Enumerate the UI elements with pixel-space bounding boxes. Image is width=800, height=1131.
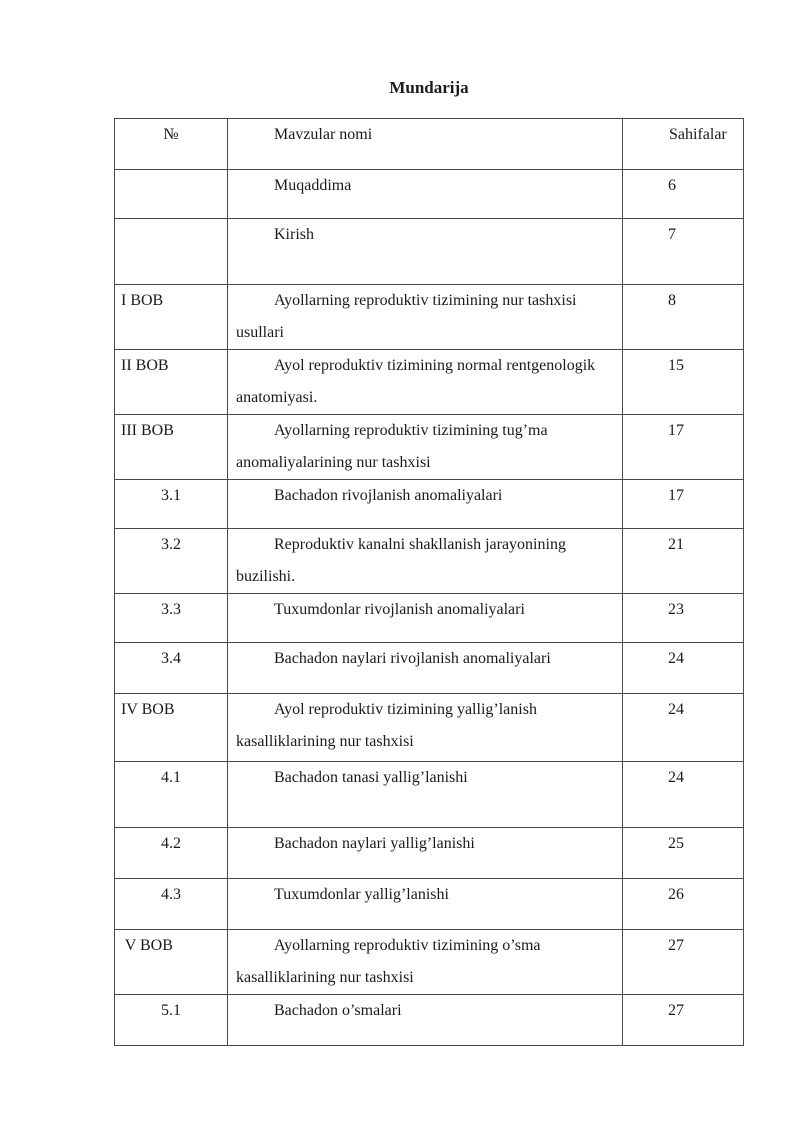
row-topic-text: Reproduktiv kanalni shakllanish jarayonining buzilishi. <box>236 536 566 585</box>
table-row <box>115 415 744 480</box>
row-page: 24 <box>623 762 744 828</box>
table-row <box>115 930 744 995</box>
row-topic <box>228 694 623 762</box>
row-topic <box>228 879 623 930</box>
row-number: 3.1 <box>115 480 228 529</box>
row-topic <box>228 170 623 219</box>
row-topic-text: Bachadon naylari rivojlanish anomaliyalari <box>274 650 551 667</box>
table-row <box>115 694 744 762</box>
row-topic <box>228 415 623 480</box>
row-page: 23 <box>623 594 744 643</box>
row-topic <box>228 930 623 995</box>
row-topic-text: Ayol reproduktiv tizimining yallig’lanish kasalliklarining nur tashxisi <box>236 701 537 750</box>
row-page: 25 <box>623 828 744 879</box>
row-number: 4.2 <box>115 828 228 879</box>
row-topic <box>228 762 623 828</box>
row-topic-text: Tuxumdonlar yallig’lanishi <box>274 886 449 903</box>
row-page: 27 <box>623 995 744 1046</box>
row-topic-text: Muqaddima <box>274 177 352 194</box>
row-number: 3.2 <box>115 529 228 594</box>
row-page: 17 <box>623 415 744 480</box>
row-page: 17 <box>623 480 744 529</box>
table-row <box>115 828 744 879</box>
table-row <box>115 170 744 219</box>
row-number: III BOB <box>115 415 228 480</box>
row-page: 26 <box>623 879 744 930</box>
row-number: 4.3 <box>115 879 228 930</box>
table-row <box>115 285 744 350</box>
row-topic-text: Bachadon rivojlanish anomaliyalari <box>274 487 503 504</box>
row-topic-text: Ayollarning reproduktiv tizimining tug’ma anomaliyalarining nur tashxisi <box>236 422 548 471</box>
table-row <box>115 643 744 694</box>
row-page: 27 <box>623 930 744 995</box>
row-page: 21 <box>623 529 744 594</box>
table-row <box>115 995 744 1046</box>
row-topic-text: Kirish <box>274 226 314 243</box>
row-page: 8 <box>623 285 744 350</box>
row-number: 3.4 <box>115 643 228 694</box>
table-header-row <box>115 119 744 170</box>
row-number: V BOB <box>115 930 228 995</box>
row-topic <box>228 480 623 529</box>
header-topic-text: Mavzular nomi <box>274 126 373 143</box>
row-page: 6 <box>623 170 744 219</box>
row-topic-text: Ayollarning reproduktiv tizimining o’sma kasalliklarining nur tashxisi <box>236 937 541 986</box>
row-topic <box>228 995 623 1046</box>
row-topic <box>228 594 623 643</box>
row-topic-text: Ayollarning reproduktiv tizimining nur tashxisi usullari <box>236 292 577 341</box>
table-row <box>115 762 744 828</box>
row-topic-text: Ayol reproduktiv tizimining normal rentgenologik anatomiyasi. <box>236 357 596 406</box>
row-number: 3.3 <box>115 594 228 643</box>
table-row <box>115 529 744 594</box>
row-page: 7 <box>623 219 744 285</box>
row-number <box>115 170 228 219</box>
row-topic-text: Bachadon naylari yallig’lanishi <box>274 835 475 852</box>
row-topic <box>228 529 623 594</box>
row-number: 5.1 <box>115 995 228 1046</box>
table-row <box>115 594 744 643</box>
header-topic <box>228 119 623 170</box>
table-row <box>115 879 744 930</box>
row-topic <box>228 643 623 694</box>
table-row <box>115 219 744 285</box>
row-number: 4.1 <box>115 762 228 828</box>
row-topic-text: Tuxumdonlar rivojlanish anomaliyalari <box>274 601 525 618</box>
row-topic-text: Bachadon tanasi yallig’lanishi <box>274 769 468 786</box>
header-number: № <box>115 119 228 170</box>
row-topic <box>228 285 623 350</box>
row-number: II BOB <box>115 350 228 415</box>
table-row <box>115 480 744 529</box>
row-number: IV BOB <box>115 694 228 762</box>
row-number <box>115 219 228 285</box>
row-page: 24 <box>623 643 744 694</box>
row-page: 24 <box>623 694 744 762</box>
table-row <box>115 350 744 415</box>
row-page: 15 <box>623 350 744 415</box>
header-page: Sahifalar <box>623 119 744 170</box>
row-topic-text: Bachadon o’smalari <box>274 1002 402 1019</box>
row-number: I BOB <box>115 285 228 350</box>
row-topic <box>228 219 623 285</box>
contents-table <box>114 118 744 1046</box>
row-topic <box>228 350 623 415</box>
document-title: Mundarija <box>389 78 469 97</box>
row-topic <box>228 828 623 879</box>
